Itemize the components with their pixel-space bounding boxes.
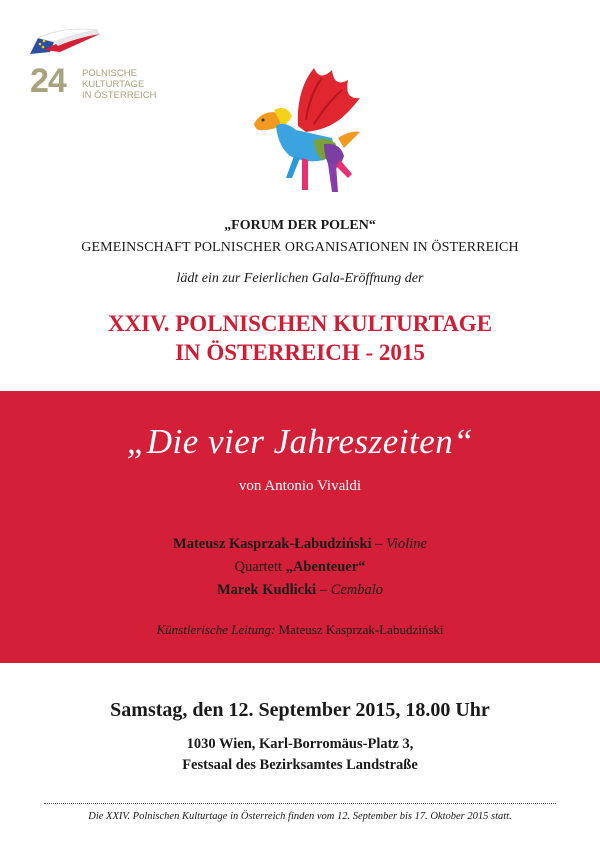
performer-name: Marek Kudlicki — [216, 582, 317, 598]
main-title-line: IN ÖSTERREICH - 2015 — [175, 340, 425, 365]
logo-line: POLNISCHE — [82, 68, 137, 79]
direction-name: Mateusz Kasprzak-Łabudziński — [275, 622, 444, 637]
main-title-line: XXIV. POLNISCHEN KULTURTAGE — [107, 311, 493, 336]
organizer-name: „FORUM DER POLEN“ — [224, 218, 376, 233]
logo-number: 24 — [30, 62, 66, 100]
logo-line: KULTURTAGE — [82, 79, 145, 90]
performer-line — [0, 582, 600, 599]
work-title: „Die vier Jahreszeiten“ — [126, 422, 474, 461]
invitation-text: lädt ein zur Feierlichen Gala-Eröffnung der — [176, 271, 424, 286]
performer-prefix: Quartett — [234, 559, 286, 575]
community-name: GEMEINSCHAFT POLNISCHER ORGANISATIONEN IN ÖSTERREICH — [81, 240, 519, 255]
event-date: Samstag, den 12. September 2015, 18.00 Uhr — [110, 699, 490, 721]
venue-hall: Festsaal des Bezirksamtes Landstraße — [182, 757, 418, 773]
performer-separator: – — [371, 536, 387, 552]
footer-note: Die XXIV. Polnischen Kulturtage in Österreich finden vom 12. September bis 17. Oktober 2015 statt. — [88, 811, 512, 822]
main-title — [0, 309, 600, 367]
performer-separator: – — [316, 582, 331, 598]
performer-role: Cembalo — [330, 582, 384, 598]
logo-text — [82, 68, 156, 101]
pegasus-illustration — [236, 60, 376, 200]
logo-line: IN ÖSTERREICH — [82, 90, 157, 101]
performer-role: Violine — [386, 536, 427, 552]
composer: von Antonio Vivaldi — [238, 478, 362, 494]
performer-name: Mateusz Kasprzak-Łabudziński — [173, 536, 372, 552]
performer-line — [0, 536, 600, 553]
artistic-direction — [0, 622, 600, 638]
performer-name: „Abenteuer“ — [285, 559, 366, 575]
divider — [44, 803, 556, 804]
performer-line — [0, 559, 600, 576]
direction-label: Künstlerische Leitung: — [156, 622, 276, 637]
kulturtage-logo — [24, 24, 157, 104]
venue-address: 1030 Wien, Karl-Borromäus-Platz 3, — [186, 736, 414, 752]
